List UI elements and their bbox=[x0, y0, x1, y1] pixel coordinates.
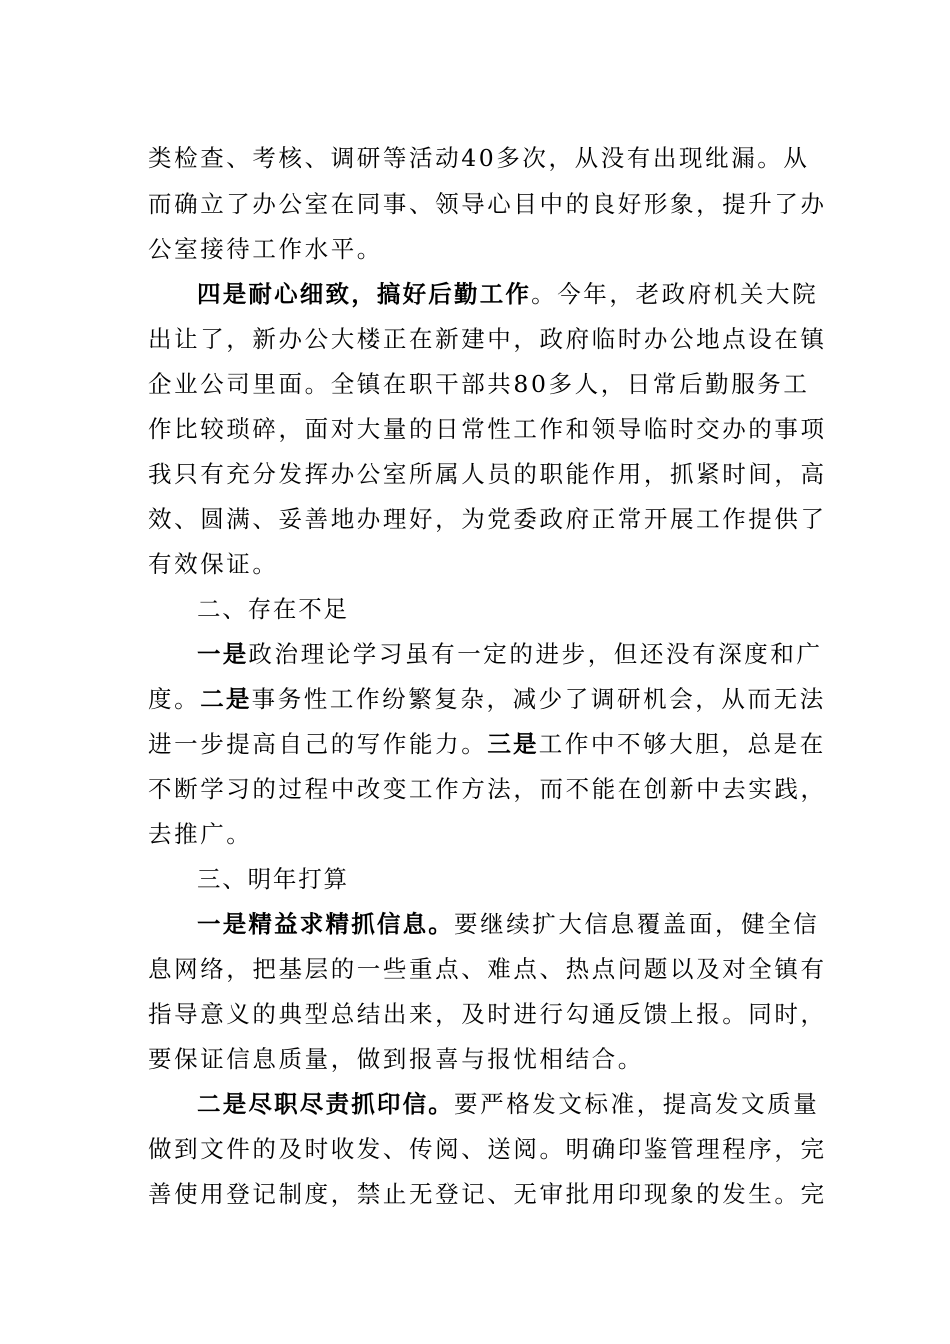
paragraph-line: 一是精益求精抓信息。要继续扩大信息覆盖面，健全信 bbox=[197, 910, 820, 938]
paragraph-line: 进一步提高自己的写作能力。三是工作中不够大胆，总是在 bbox=[148, 730, 826, 758]
section-heading: 三、明年打算 bbox=[197, 865, 349, 893]
paragraph-line: 公室接待工作水平。 bbox=[148, 235, 383, 263]
bold-lead: 四是耐心细致，搞好后勤工作 bbox=[197, 280, 532, 308]
paragraph-line: 做到文件的及时收发、传阅、送阅。明确印鉴管理程序，完 bbox=[148, 1135, 827, 1163]
section-heading: 二、存在不足 bbox=[197, 595, 349, 623]
paragraph-line: 息网络，把基层的一些重点、难点、热点问题以及对全镇有 bbox=[148, 955, 827, 983]
paragraph-line: 而确立了办公室在同事、领导心目中的良好形象，提升了办 bbox=[148, 190, 827, 218]
bold-lead: 一是 bbox=[197, 640, 249, 668]
paragraph-line: 要保证信息质量，做到报喜与报忧相结合。 bbox=[148, 1045, 644, 1073]
bold-lead: 一是精益求精抓信息。 bbox=[197, 910, 454, 938]
paragraph-line: 不断学习的过程中改变工作方法，而不能在创新中去实践， bbox=[148, 775, 827, 803]
paragraph-line: 类检查、考核、调研等活动40多次，从没有出现纰漏。从 bbox=[148, 144, 810, 172]
paragraph-line: 企业公司里面。全镇在职干部共80多人，日常后勤服务工 bbox=[148, 370, 810, 398]
bold-lead: 三是 bbox=[487, 730, 539, 758]
paragraph-line: 作比较琐碎，面对大量的日常性工作和领导临时交办的事项 bbox=[148, 415, 827, 443]
paragraph-line: 效、圆满、妥善地办理好，为党委政府正常开展工作提供了 bbox=[148, 505, 827, 533]
paragraph-line: 去推广。 bbox=[148, 820, 253, 848]
bold-lead: 二是 bbox=[200, 685, 252, 713]
paragraph-line: 善使用登记制度，禁止无登记、无审批用印现象的发生。完 bbox=[148, 1180, 827, 1208]
paragraph-line: 出让了，新办公大楼正在新建中，政府临时办公地点设在镇 bbox=[148, 325, 827, 353]
paragraph-line: 指导意义的典型总结出来，及时进行勾通反馈上报。同时， bbox=[148, 1000, 827, 1028]
paragraph-line: 一是政治理论学习虽有一定的进步，但还没有深度和广 bbox=[197, 640, 823, 668]
paragraph-line: 四是耐心细致，搞好后勤工作。今年，老政府机关大院 bbox=[197, 280, 819, 308]
paragraph-line: 度。二是事务性工作纷繁复杂，减少了调研机会，从而无法 bbox=[148, 685, 826, 713]
bold-lead: 二是尽职尽责抓印信。 bbox=[197, 1090, 454, 1118]
paragraph-line: 二是尽职尽责抓印信。要严格发文标准，提高发文质量 bbox=[197, 1090, 820, 1118]
paragraph-line: 有效保证。 bbox=[148, 550, 279, 578]
paragraph-line: 我只有充分发挥办公室所属人员的职能作用，抓紧时间，高 bbox=[148, 460, 827, 488]
